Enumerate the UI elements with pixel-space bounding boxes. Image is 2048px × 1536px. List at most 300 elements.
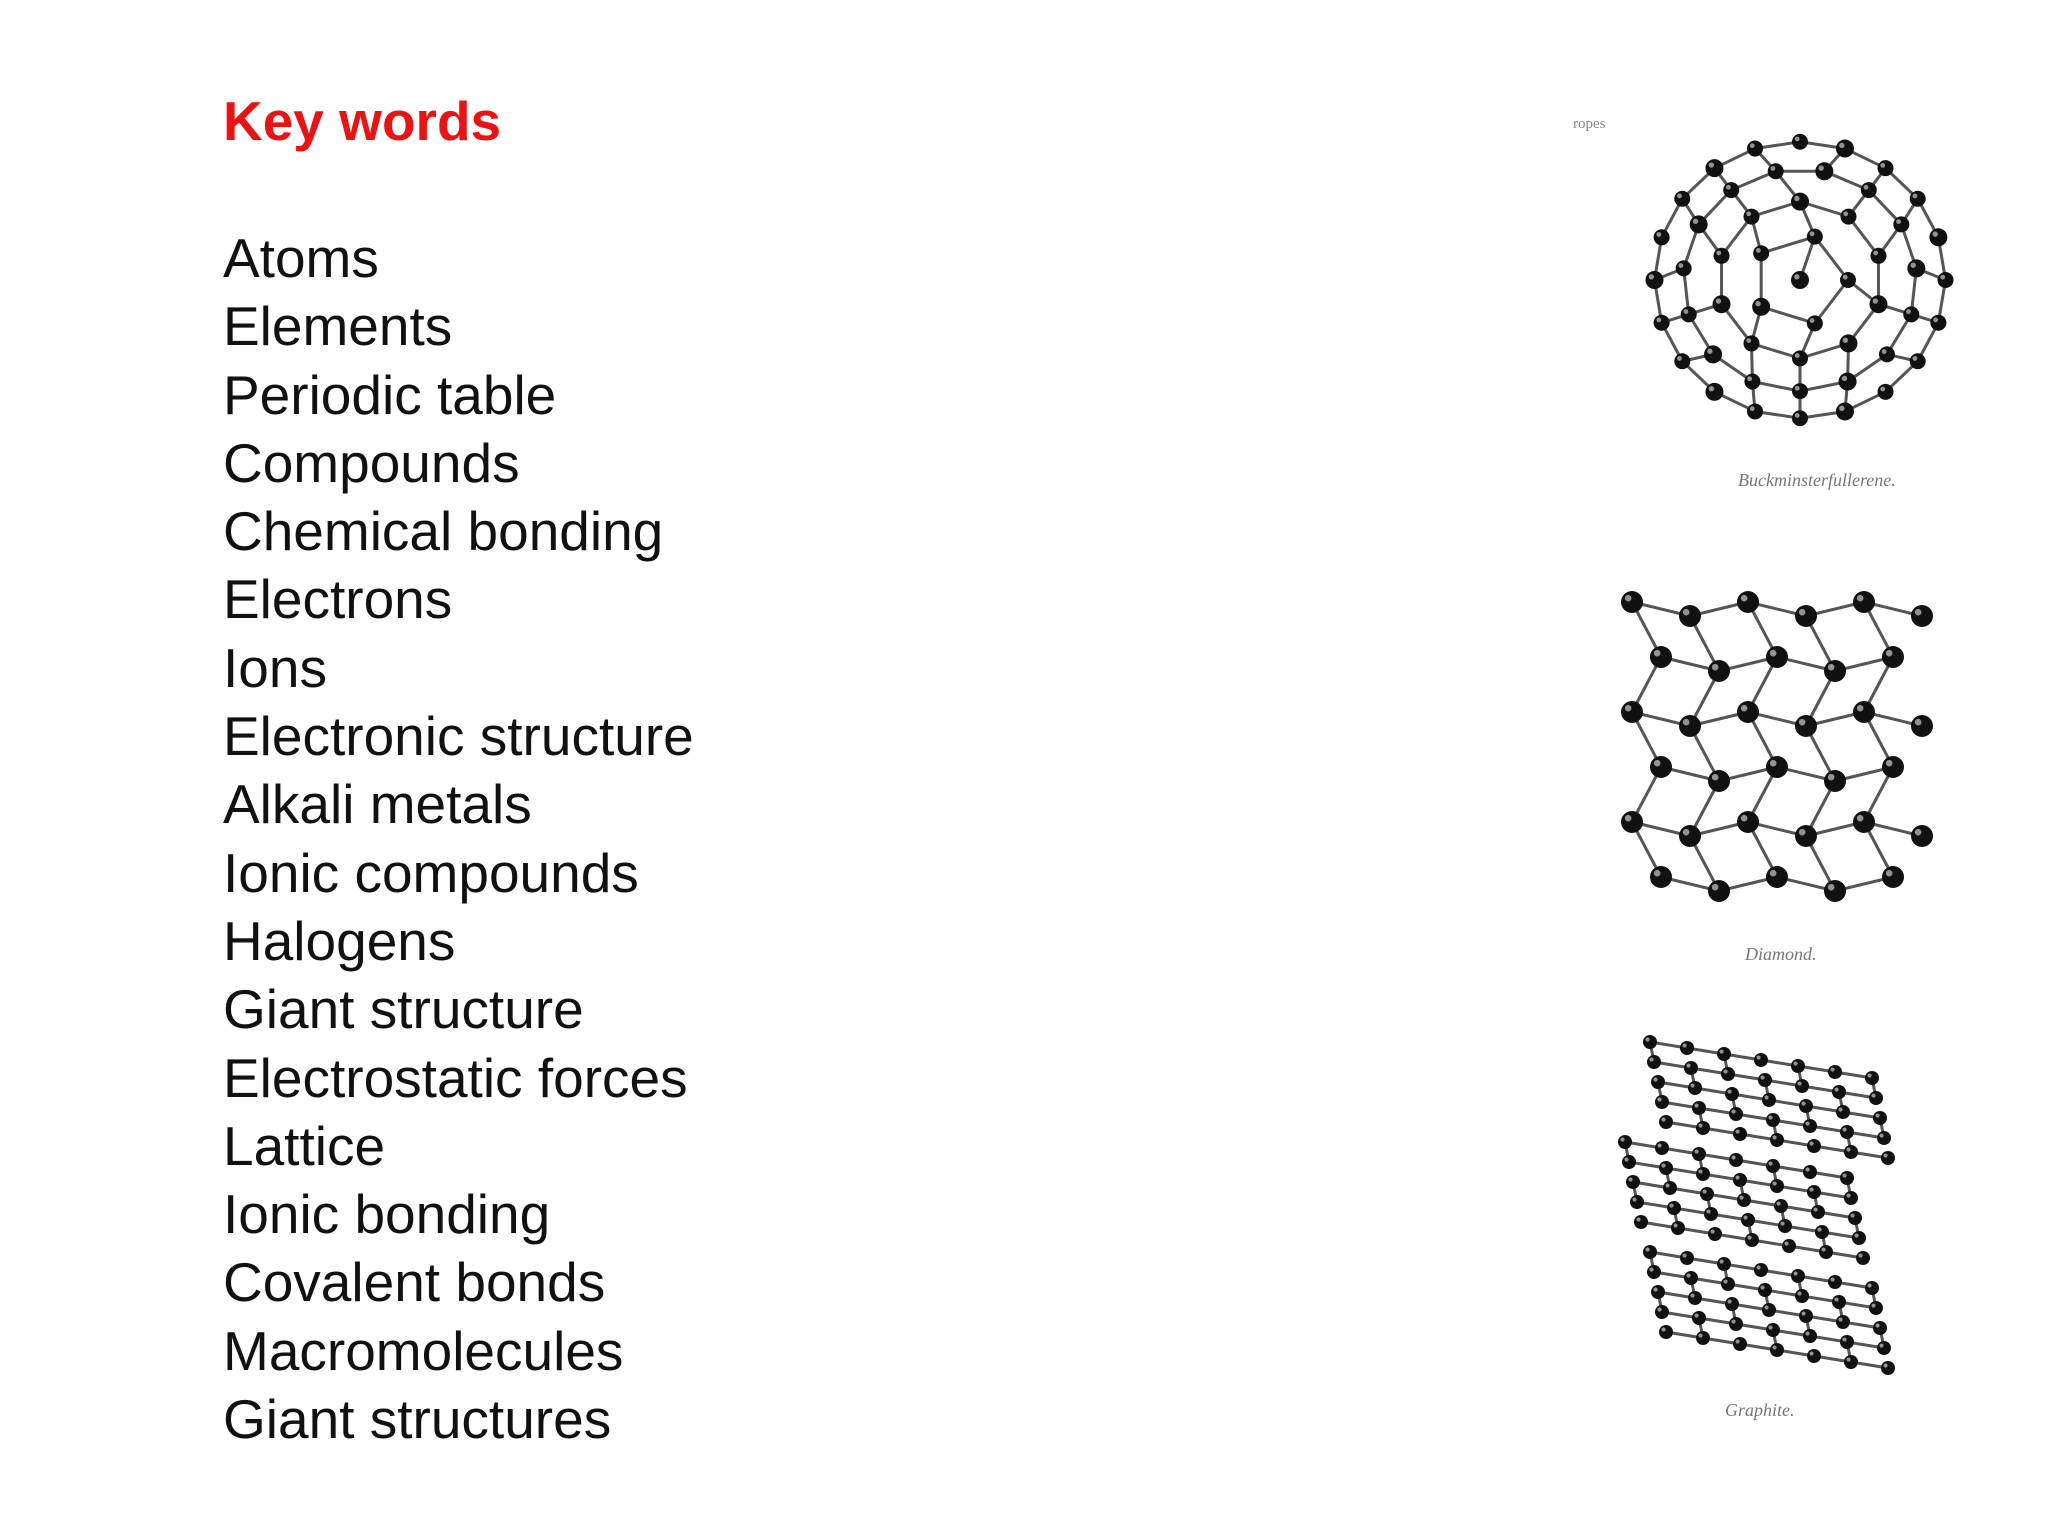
key-words-list: [223, 224, 694, 1453]
atom-highlight: [1828, 774, 1835, 781]
atom-dot: [1646, 271, 1664, 289]
atom-dot: [1679, 715, 1701, 737]
atom-highlight: [1809, 1187, 1813, 1191]
atom-dot: [1704, 1207, 1718, 1221]
atom-highlight: [1875, 1113, 1879, 1117]
atom-highlight: [1858, 1253, 1862, 1257]
atom-highlight: [1880, 163, 1885, 168]
atom-highlight: [1746, 211, 1751, 216]
atom-highlight: [1801, 1101, 1805, 1105]
key-word-item: Macromolecules: [223, 1319, 624, 1382]
atom-highlight: [1793, 1271, 1797, 1275]
atom-highlight: [1712, 774, 1719, 781]
atom-highlight: [1842, 1173, 1846, 1177]
atom-highlight: [1746, 338, 1751, 343]
atom-highlight: [1727, 1299, 1731, 1303]
atom-dot: [1840, 1171, 1854, 1185]
atom-highlight: [1719, 1259, 1723, 1263]
atom-highlight: [1698, 1123, 1702, 1127]
atom-highlight: [1661, 1163, 1665, 1167]
atom-highlight: [1818, 165, 1823, 170]
atom-highlight: [1805, 1167, 1809, 1171]
atom-highlight: [1770, 870, 1777, 877]
atom-highlight: [1768, 1325, 1772, 1329]
atom-dot: [1778, 1219, 1792, 1233]
atom-dot: [1714, 248, 1730, 264]
atom-highlight: [1906, 309, 1911, 314]
atom-highlight: [1657, 1307, 1661, 1311]
atom-dot: [1700, 1187, 1714, 1201]
atom-dot: [1618, 1135, 1632, 1149]
atom-highlight: [1846, 1357, 1850, 1361]
atom-dot: [1684, 1271, 1698, 1285]
atom-highlight: [1698, 1169, 1702, 1173]
atom-highlight: [1719, 1049, 1723, 1053]
atom-dot: [1622, 1155, 1636, 1169]
atom-dot: [1782, 1239, 1796, 1253]
atom-dot: [1754, 1263, 1768, 1277]
atom-highlight: [1915, 719, 1922, 726]
atom-highlight: [1882, 349, 1887, 354]
atom-dot: [1836, 1315, 1850, 1329]
atom-dot: [1807, 1185, 1821, 1199]
atom-highlight: [1694, 1149, 1698, 1153]
atom-dot: [1770, 1179, 1784, 1193]
atom-highlight: [1665, 1183, 1669, 1187]
atom-dot: [1807, 229, 1823, 245]
bond-line: [1815, 280, 1848, 323]
key-word-item: Atoms: [223, 227, 379, 289]
atom-dot: [1733, 1173, 1747, 1187]
atom-dot: [1848, 1211, 1862, 1225]
atom-highlight: [1883, 1363, 1887, 1367]
atom-dot: [1792, 350, 1808, 366]
atom-dot: [1679, 605, 1701, 627]
atom-highlight: [1797, 1081, 1801, 1085]
atom-dot: [1878, 160, 1894, 176]
atom-dot: [1766, 866, 1788, 888]
atom-dot: [1869, 295, 1887, 313]
atom-highlight: [1795, 353, 1800, 358]
atom-highlight: [1657, 1143, 1661, 1147]
atom-dot: [1747, 403, 1763, 419]
atom-dot: [1907, 259, 1925, 277]
atom-highlight: [1750, 143, 1755, 148]
atom-highlight: [1661, 1117, 1665, 1121]
atom-dot: [1878, 384, 1894, 400]
atom-dot: [1795, 1289, 1809, 1303]
atom-highlight: [1933, 231, 1938, 236]
atom-highlight: [1857, 705, 1864, 712]
atom-highlight: [1871, 1303, 1875, 1307]
atom-highlight: [1915, 609, 1922, 616]
atom-highlight: [1867, 1073, 1871, 1077]
atom-dot: [1791, 1059, 1805, 1073]
key-words-heading: Key words: [223, 90, 502, 152]
atom-dot: [1621, 591, 1643, 613]
atom-highlight: [1750, 406, 1755, 411]
atom-highlight: [1656, 318, 1661, 323]
atom-dot: [1647, 1265, 1661, 1279]
atom-dot: [1713, 295, 1731, 313]
atom-dot: [1770, 1343, 1784, 1357]
key-word-item: Periodic table: [223, 363, 557, 426]
graphite-caption: Graphite.: [1725, 1400, 1795, 1420]
atom-dot: [1647, 1055, 1661, 1069]
atom-highlight: [1794, 274, 1799, 279]
graphite-figure: [1610, 1030, 1935, 1400]
atom-highlight: [1735, 1339, 1739, 1343]
atom-dot: [1696, 1121, 1710, 1135]
key-word-item: Alkali metals: [223, 773, 532, 836]
atom-highlight: [1896, 219, 1901, 224]
atom-highlight: [1702, 1189, 1706, 1193]
atom-highlight: [1813, 1207, 1817, 1211]
atom-dot: [1744, 374, 1760, 390]
atom-highlight: [1624, 1157, 1628, 1161]
atom-dot: [1911, 715, 1933, 737]
atom-dot: [1626, 1175, 1640, 1189]
atom-dot: [1744, 335, 1760, 351]
atom-highlight: [1846, 1193, 1850, 1197]
atom-dot: [1795, 1079, 1809, 1093]
atom-dot: [1795, 825, 1817, 847]
atom-highlight: [1661, 1327, 1665, 1331]
atom-highlight: [1834, 1297, 1838, 1301]
key-word-item: Electrostatic forces: [223, 1046, 688, 1109]
atom-dot: [1747, 141, 1763, 157]
atom-dot: [1791, 271, 1809, 289]
atom-dot: [1815, 162, 1833, 180]
atom-highlight: [1867, 1283, 1871, 1287]
atom-dot: [1865, 1281, 1879, 1295]
atom-highlight: [1842, 1337, 1846, 1341]
atom-highlight: [1843, 338, 1848, 343]
atom-highlight: [1880, 387, 1885, 392]
atom-highlight: [1632, 1197, 1636, 1201]
atom-dot: [1803, 1165, 1817, 1179]
atom-dot: [1840, 1125, 1854, 1139]
atom-dot: [1799, 1099, 1813, 1113]
atom-dot: [1815, 1225, 1829, 1239]
key-word-item: Ions: [223, 636, 327, 699]
atom-dot: [1663, 1181, 1677, 1195]
atom-highlight: [1875, 1323, 1879, 1327]
atom-dot: [1877, 1131, 1891, 1145]
atom-dot: [1655, 1141, 1669, 1155]
atom-dot: [1674, 191, 1690, 207]
atom-highlight: [1838, 1317, 1842, 1321]
atom-dot: [1671, 1221, 1685, 1235]
atom-highlight: [1770, 166, 1775, 171]
atom-dot: [1766, 646, 1788, 668]
atom-highlight: [1842, 1127, 1846, 1131]
atom-dot: [1681, 306, 1697, 322]
atom-highlight: [1817, 1227, 1821, 1231]
atom-dot: [1650, 756, 1672, 778]
atom-dot: [1659, 1115, 1673, 1129]
atom-highlight: [1686, 1273, 1690, 1277]
atom-highlight: [1913, 194, 1918, 199]
atom-highlight: [1873, 298, 1878, 303]
atom-highlight: [1727, 1089, 1731, 1093]
atom-dot: [1766, 756, 1788, 778]
atom-highlight: [1743, 1215, 1747, 1219]
atom-highlight: [1645, 1247, 1649, 1251]
atom-dot: [1853, 591, 1875, 613]
atom-highlight: [1772, 1135, 1776, 1139]
atom-dot: [1811, 1205, 1825, 1219]
atom-highlight: [1886, 650, 1893, 657]
atom-highlight: [1794, 196, 1799, 201]
atom-dot: [1758, 1283, 1772, 1297]
atom-highlight: [1828, 664, 1835, 671]
atom-dot: [1832, 1295, 1846, 1309]
atom-dot: [1807, 315, 1823, 331]
atom-highlight: [1772, 1345, 1776, 1349]
atom-highlight: [1843, 211, 1848, 216]
atom-highlight: [1636, 1217, 1640, 1221]
atom-dot: [1655, 1305, 1669, 1319]
atom-dot: [1882, 646, 1904, 668]
atom-highlight: [1770, 760, 1777, 767]
atom-highlight: [1830, 1277, 1834, 1281]
atom-dot: [1853, 701, 1875, 723]
atom-highlight: [1768, 1115, 1772, 1119]
atom-dot: [1792, 410, 1808, 426]
atom-highlight: [1709, 386, 1714, 391]
key-word-item: Compounds: [223, 431, 520, 494]
atom-highlight: [1760, 1285, 1764, 1289]
atom-dot: [1721, 1067, 1735, 1081]
atom-highlight: [1871, 1093, 1875, 1097]
atom-highlight: [1857, 595, 1864, 602]
atom-dot: [1911, 825, 1933, 847]
key-word-item: Elements: [223, 295, 453, 358]
atom-dot: [1870, 248, 1886, 264]
atom-dot: [1807, 1349, 1821, 1363]
atom-highlight: [1756, 248, 1761, 253]
atom-dot: [1696, 1167, 1710, 1181]
atom-dot: [1723, 182, 1739, 198]
key-word-item: Chemical bonding: [223, 500, 664, 563]
atom-dot: [1651, 1285, 1665, 1299]
atom-highlight: [1735, 1175, 1739, 1179]
atom-dot: [1869, 1301, 1883, 1315]
atom-highlight: [1911, 263, 1916, 268]
atom-highlight: [1799, 719, 1806, 726]
atom-dot: [1879, 346, 1895, 362]
atom-dot: [1819, 1245, 1833, 1259]
atom-highlight: [1657, 1097, 1661, 1101]
atom-dot: [1708, 1227, 1722, 1241]
atom-dot: [1882, 756, 1904, 778]
atom-highlight: [1843, 275, 1848, 280]
atom-highlight: [1654, 870, 1661, 877]
atom-dot: [1717, 1257, 1731, 1271]
atom-dot: [1737, 811, 1759, 833]
atom-highlight: [1741, 705, 1748, 712]
atom-highlight: [1620, 1137, 1624, 1141]
atom-highlight: [1795, 137, 1800, 142]
atom-highlight: [1795, 386, 1800, 391]
key-word-item: Giant structures: [223, 1388, 612, 1451]
atom-dot: [1856, 1251, 1870, 1265]
atom-dot: [1836, 140, 1854, 158]
figure-note: ropes: [1573, 116, 1606, 132]
atom-highlight: [1741, 595, 1748, 602]
atom-highlight: [1710, 1229, 1714, 1233]
key-word-item: Electronic structure: [223, 705, 694, 768]
atom-highlight: [1873, 251, 1878, 256]
atom-highlight: [1726, 185, 1731, 190]
bond-line: [1815, 237, 1848, 280]
atom-highlight: [1747, 376, 1752, 381]
atom-highlight: [1799, 829, 1806, 836]
atom-dot: [1717, 1047, 1731, 1061]
atom-highlight: [1716, 298, 1721, 303]
atom-dot: [1824, 880, 1846, 902]
atom-dot: [1753, 245, 1769, 261]
atom-highlight: [1839, 406, 1844, 411]
atom-dot: [1840, 209, 1856, 225]
atom-dot: [1795, 715, 1817, 737]
atom-highlight: [1628, 1177, 1632, 1181]
atom-dot: [1744, 209, 1760, 225]
atom-dot: [1910, 191, 1926, 207]
atom-highlight: [1755, 301, 1760, 306]
atom-highlight: [1850, 1213, 1854, 1217]
atom-highlight: [1809, 1141, 1813, 1145]
atom-dot: [1791, 193, 1809, 211]
atom-dot: [1752, 298, 1770, 316]
key-word-item: Giant structure: [223, 978, 584, 1041]
key-word-item: Halogens: [223, 909, 456, 972]
atom-highlight: [1731, 1109, 1735, 1113]
atom-highlight: [1739, 1195, 1743, 1199]
atom-dot: [1873, 1111, 1887, 1125]
atom-highlight: [1760, 1075, 1764, 1079]
bond-line: [1761, 237, 1815, 254]
atom-highlight: [1683, 829, 1690, 836]
atom-highlight: [1694, 1103, 1698, 1107]
atom-highlight: [1686, 1063, 1690, 1067]
atom-highlight: [1805, 1331, 1809, 1335]
atom-highlight: [1677, 194, 1682, 199]
atom-dot: [1704, 345, 1722, 363]
atom-highlight: [1649, 274, 1654, 279]
atom-dot: [1737, 591, 1759, 613]
atom-highlight: [1864, 185, 1869, 190]
atom-dot: [1654, 229, 1670, 245]
atom-dot: [1758, 1073, 1772, 1087]
buckyball-caption: Buckminsterfullerene.: [1738, 470, 1896, 490]
atom-highlight: [1712, 884, 1719, 891]
atom-dot: [1680, 1041, 1694, 1055]
atom-dot: [1737, 1193, 1751, 1207]
atom-highlight: [1795, 413, 1800, 418]
key-word-item: Ionic bonding: [223, 1183, 551, 1246]
atom-highlight: [1673, 1223, 1677, 1227]
key-word-item: Lattice: [223, 1114, 386, 1177]
atom-highlight: [1770, 650, 1777, 657]
atom-dot: [1844, 1145, 1858, 1159]
atom-dot: [1873, 1321, 1887, 1335]
atom-dot: [1770, 1133, 1784, 1147]
atom-highlight: [1694, 1313, 1698, 1317]
atom-dot: [1692, 1311, 1706, 1325]
atom-highlight: [1653, 1077, 1657, 1081]
atom-dot: [1705, 159, 1723, 177]
atom-dot: [1680, 1251, 1694, 1265]
atom-dot: [1882, 866, 1904, 888]
atom-dot: [1803, 1119, 1817, 1133]
diamond-lattice-icon: [1610, 580, 1955, 920]
atom-highlight: [1682, 1253, 1686, 1257]
atom-highlight: [1712, 664, 1719, 671]
atom-highlight: [1731, 1155, 1735, 1159]
atom-dot: [1705, 383, 1723, 401]
atom-dot: [1803, 1329, 1817, 1343]
atom-highlight: [1684, 309, 1689, 314]
atom-dot: [1881, 1151, 1895, 1165]
atom-highlight: [1649, 1057, 1653, 1061]
atom-dot: [1659, 1161, 1673, 1175]
buckyball-figure: [1630, 110, 1970, 450]
buckyball-molecule-icon: [1630, 110, 1970, 450]
atom-highlight: [1799, 609, 1806, 616]
atom-highlight: [1854, 1233, 1858, 1237]
atom-dot: [1844, 1191, 1858, 1205]
atom-highlight: [1656, 232, 1661, 237]
atom-highlight: [1764, 1305, 1768, 1309]
atom-dot: [1733, 1127, 1747, 1141]
atom-highlight: [1731, 1319, 1735, 1323]
atom-highlight: [1741, 815, 1748, 822]
diamond-figure: [1610, 580, 1955, 920]
atom-dot: [1651, 1075, 1665, 1089]
atom-dot: [1828, 1275, 1842, 1289]
atom-dot: [1836, 402, 1854, 420]
atom-dot: [1696, 1331, 1710, 1345]
atom-highlight: [1756, 1055, 1760, 1059]
atom-dot: [1766, 1323, 1780, 1337]
atom-highlight: [1768, 1161, 1772, 1165]
atom-dot: [1795, 605, 1817, 627]
atom-dot: [1725, 1297, 1739, 1311]
atom-dot: [1840, 1335, 1854, 1349]
atom-dot: [1643, 1035, 1657, 1049]
atom-dot: [1679, 825, 1701, 847]
atom-highlight: [1683, 719, 1690, 726]
atom-dot: [1621, 701, 1643, 723]
atom-dot: [1729, 1317, 1743, 1331]
atom-highlight: [1810, 231, 1815, 236]
atom-highlight: [1649, 1267, 1653, 1271]
key-word-item: Covalent bonds: [223, 1251, 606, 1314]
atom-highlight: [1764, 1095, 1768, 1099]
atom-highlight: [1805, 1121, 1809, 1125]
atom-highlight: [1828, 884, 1835, 891]
atom-highlight: [1683, 609, 1690, 616]
atom-highlight: [1735, 1129, 1739, 1133]
atom-highlight: [1879, 1343, 1883, 1347]
atom-highlight: [1625, 595, 1632, 602]
atom-highlight: [1654, 760, 1661, 767]
atom-dot: [1745, 1233, 1759, 1247]
atom-highlight: [1716, 251, 1721, 256]
atom-dot: [1929, 228, 1947, 246]
